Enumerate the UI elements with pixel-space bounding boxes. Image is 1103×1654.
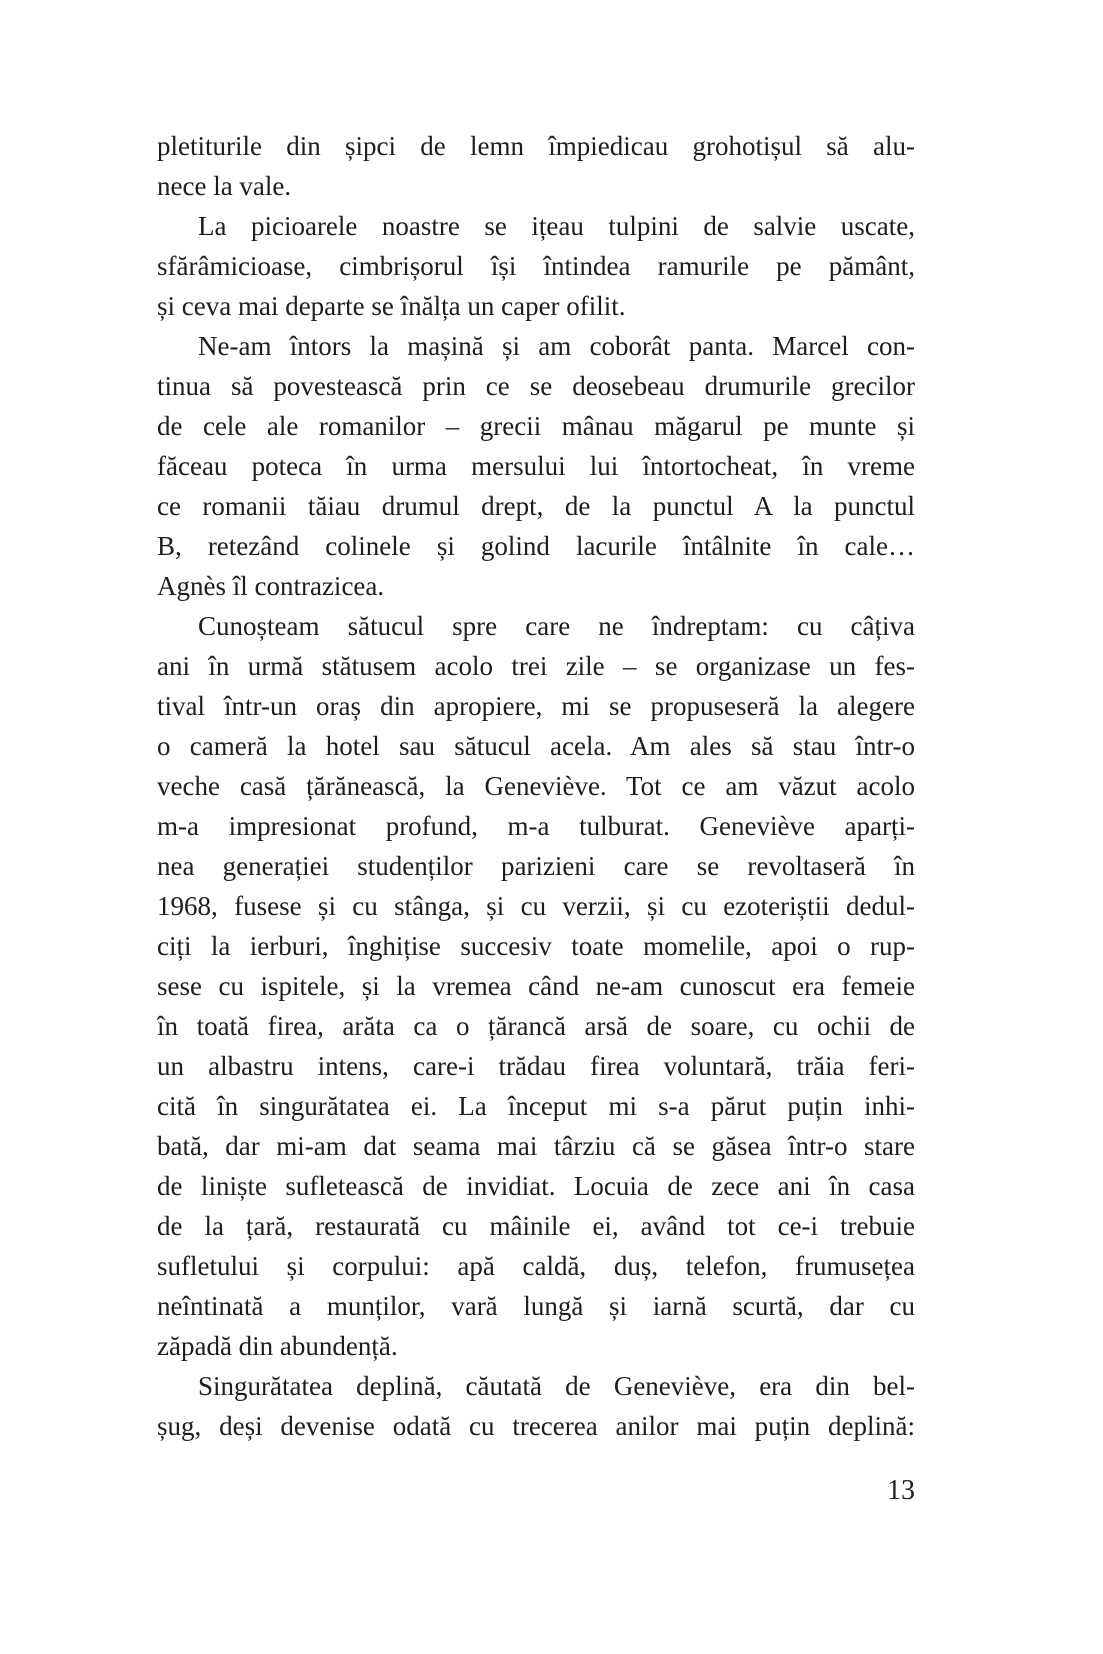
text-line: ani în urmă stătusem acolo trei zile – se organizase un fes-	[157, 651, 915, 681]
text-line: și ceva mai departe se înălța un caper ofilit.	[157, 291, 626, 321]
text-line: Agnès îl contrazicea.	[157, 571, 385, 601]
text-line: șug, deși devenise odată cu trecerea anilor mai puțin deplină:	[157, 1411, 915, 1441]
text-line: nece la vale.	[157, 171, 292, 201]
text-line: zăpadă din abundență.	[157, 1331, 398, 1361]
text-line: tinua să povestească prin ce se deosebeau drumurile grecilor	[157, 371, 915, 401]
text-line: bată, dar mi-am dat seama mai târziu că se găsea într-o stare	[157, 1131, 915, 1161]
text-line: ciți la ierburi, înghițise succesiv toate momelile, apoi o rup-	[157, 931, 915, 961]
text-line: de cele ale romanilor – grecii mânau măgarul pe munte și	[157, 411, 915, 441]
text-line: veche casă țărănească, la Geneviève. Tot ce am văzut acolo	[157, 771, 915, 801]
text-line: sufletului și corpului: apă caldă, duș, telefon, frumusețea	[157, 1251, 915, 1281]
text-line: sese cu ispitele, și la vremea când ne-am cunoscut era femeie	[157, 971, 915, 1001]
text-line: un albastru intens, care-i trădau firea voluntară, trăia feri-	[157, 1051, 915, 1081]
text-line: în toată firea, arăta ca o țărancă arsă de soare, cu ochii de	[157, 1011, 915, 1041]
text-line: nea generației studenților parizieni care se revoltaseră în	[157, 851, 915, 881]
text-line: m-a impresionat profund, m-a tulburat. Geneviève aparți-	[157, 811, 915, 841]
text-line: Cunoșteam sătucul spre care ne îndreptam: cu câțiva	[198, 611, 915, 641]
text-line: tival într-un oraș din apropiere, mi se propuseseră la alegere	[157, 691, 915, 721]
text-line: Ne-am întors la mașină și am coborât panta. Marcel con-	[198, 331, 915, 361]
text-line: sfărâmicioase, cimbrișorul își întindea ramurile pe pământ,	[157, 251, 915, 281]
body-text	[157, 126, 915, 1446]
text-line: pletiturile din șipci de lemn împiedicau grohotișul să alu-	[157, 131, 915, 161]
text-line: o cameră la hotel sau sătucul acela. Am ales să stau într-o	[157, 731, 915, 761]
text-line: neîntinată a munților, vară lungă și iarnă scurtă, dar cu	[157, 1291, 915, 1321]
text-line: de liniște sufletească de invidiat. Locuia de zece ani în casa	[157, 1171, 915, 1201]
text-line: La picioarele noastre se ițeau tulpini de salvie uscate,	[198, 211, 915, 241]
text-line: de la țară, restaurată cu mâinile ei, având tot ce-i trebuie	[157, 1211, 915, 1241]
text-line: făceau poteca în urma mersului lui întortocheat, în vreme	[157, 451, 915, 481]
text-line: 1968, fusese și cu stânga, și cu verzii, și cu ezoteriștii dedul-	[157, 891, 915, 921]
text-line: cită în singurătatea ei. La început mi s-a părut puțin inhi-	[157, 1091, 915, 1121]
text-line: Singurătatea deplină, căutată de Geneviève, era din bel-	[198, 1371, 915, 1401]
page-number: 13	[887, 1475, 915, 1506]
text-line: ce romanii tăiau drumul drept, de la punctul A la punctul	[157, 491, 915, 521]
text-line: B, retezând colinele și golind lacurile întâlnite în cale…	[157, 531, 915, 561]
